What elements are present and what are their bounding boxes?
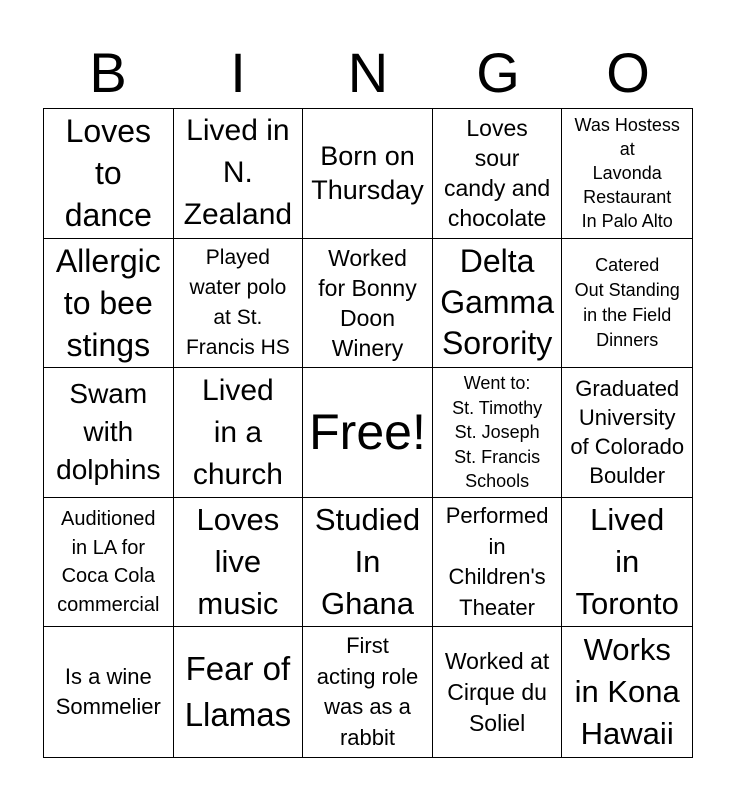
cell-text: Allergic to bee stings [55, 242, 161, 363]
bingo-cell-r3-c1[interactable] [44, 368, 174, 498]
cell-text: Performed in Children's Theater [445, 503, 549, 620]
bingo-cell-r2-c3[interactable] [303, 239, 433, 369]
cell-text: Catered Out Standing in the Field Dinners [574, 254, 680, 350]
bingo-cell-r5-c5[interactable] [562, 627, 692, 757]
bingo-cell-r1-c3[interactable] [303, 109, 433, 239]
bingo-cell-r2-c2[interactable] [174, 239, 304, 369]
bingo-cell-r1-c4[interactable] [433, 109, 563, 239]
cell-text: Is a wine Sommelier [55, 664, 161, 720]
cell-text: Studied In Ghana [314, 502, 421, 622]
bingo-cell-r2-c1[interactable] [44, 239, 174, 369]
bingo-cell-r1-c1[interactable] [44, 109, 174, 239]
cell-text: Loves to dance [64, 113, 152, 234]
bingo-cell-r5-c4[interactable] [433, 627, 563, 757]
bingo-cell-free[interactable] [303, 368, 433, 498]
cell-text: Graduated University of Colorado Boulder [570, 376, 685, 489]
bingo-board [43, 108, 693, 758]
cell-text: Born on Thursday [311, 141, 424, 206]
bingo-cell-r1-c5[interactable] [562, 109, 692, 239]
bingo-cell-r1-c2[interactable] [174, 109, 304, 239]
header-letter-i: I [230, 41, 246, 104]
bingo-cell-r4-c1[interactable] [44, 498, 174, 628]
header-letter-n: N [347, 41, 389, 104]
cell-text: Went to: St. Timothy St. Joseph St. Francis Schools [452, 373, 543, 492]
cell-text: Played water polo at St. Francis HS [185, 245, 290, 359]
header-letter-o: O [606, 41, 650, 104]
header-letter-b: B [89, 41, 127, 104]
cell-text: Auditioned in LA for Coca Cola commercial [57, 508, 160, 616]
bingo-cell-r4-c4[interactable] [433, 498, 563, 628]
cell-text: Lived in a church [192, 373, 283, 491]
cell-text: Lived in Toronto [575, 502, 679, 622]
bingo-cell-r3-c4[interactable] [433, 368, 563, 498]
header-letter-g: G [476, 41, 520, 104]
free-space-text: Free! [309, 404, 426, 461]
bingo-cell-r3-c2[interactable] [174, 368, 304, 498]
cell-text: First acting role was as a rabbit [316, 633, 419, 750]
bingo-cell-r5-c2[interactable] [174, 627, 304, 757]
cell-text: Swam with dolphins [56, 378, 161, 486]
cell-text: Loves live music [196, 502, 280, 622]
cell-text: Works in Kona Hawaii [574, 632, 680, 752]
cell-text: Fear of Llamas [184, 650, 292, 734]
bingo-cell-r5-c3[interactable] [303, 627, 433, 757]
bingo-cell-r4-c3[interactable] [303, 498, 433, 628]
cell-text: Worked at Cirque du Soliel [444, 647, 550, 736]
bingo-cell-r3-c5[interactable] [562, 368, 692, 498]
cell-text: Delta Gamma Sorority [440, 243, 554, 362]
bingo-cell-r4-c2[interactable] [174, 498, 304, 628]
cell-text: Worked for Bonny Doon Winery [318, 244, 417, 361]
bingo-header [43, 40, 693, 106]
bingo-cell-r4-c5[interactable] [562, 498, 692, 628]
bingo-cell-r2-c4[interactable] [433, 239, 563, 369]
cell-text: Loves sour candy and chocolate [444, 115, 551, 232]
cell-text: Lived in N. Zealand [183, 114, 293, 232]
bingo-cell-r5-c1[interactable] [44, 627, 174, 757]
cell-text: Was Hostess at Lavonda Restaurant In Palo Alto [574, 115, 680, 232]
bingo-cell-r2-c5[interactable] [562, 239, 692, 369]
